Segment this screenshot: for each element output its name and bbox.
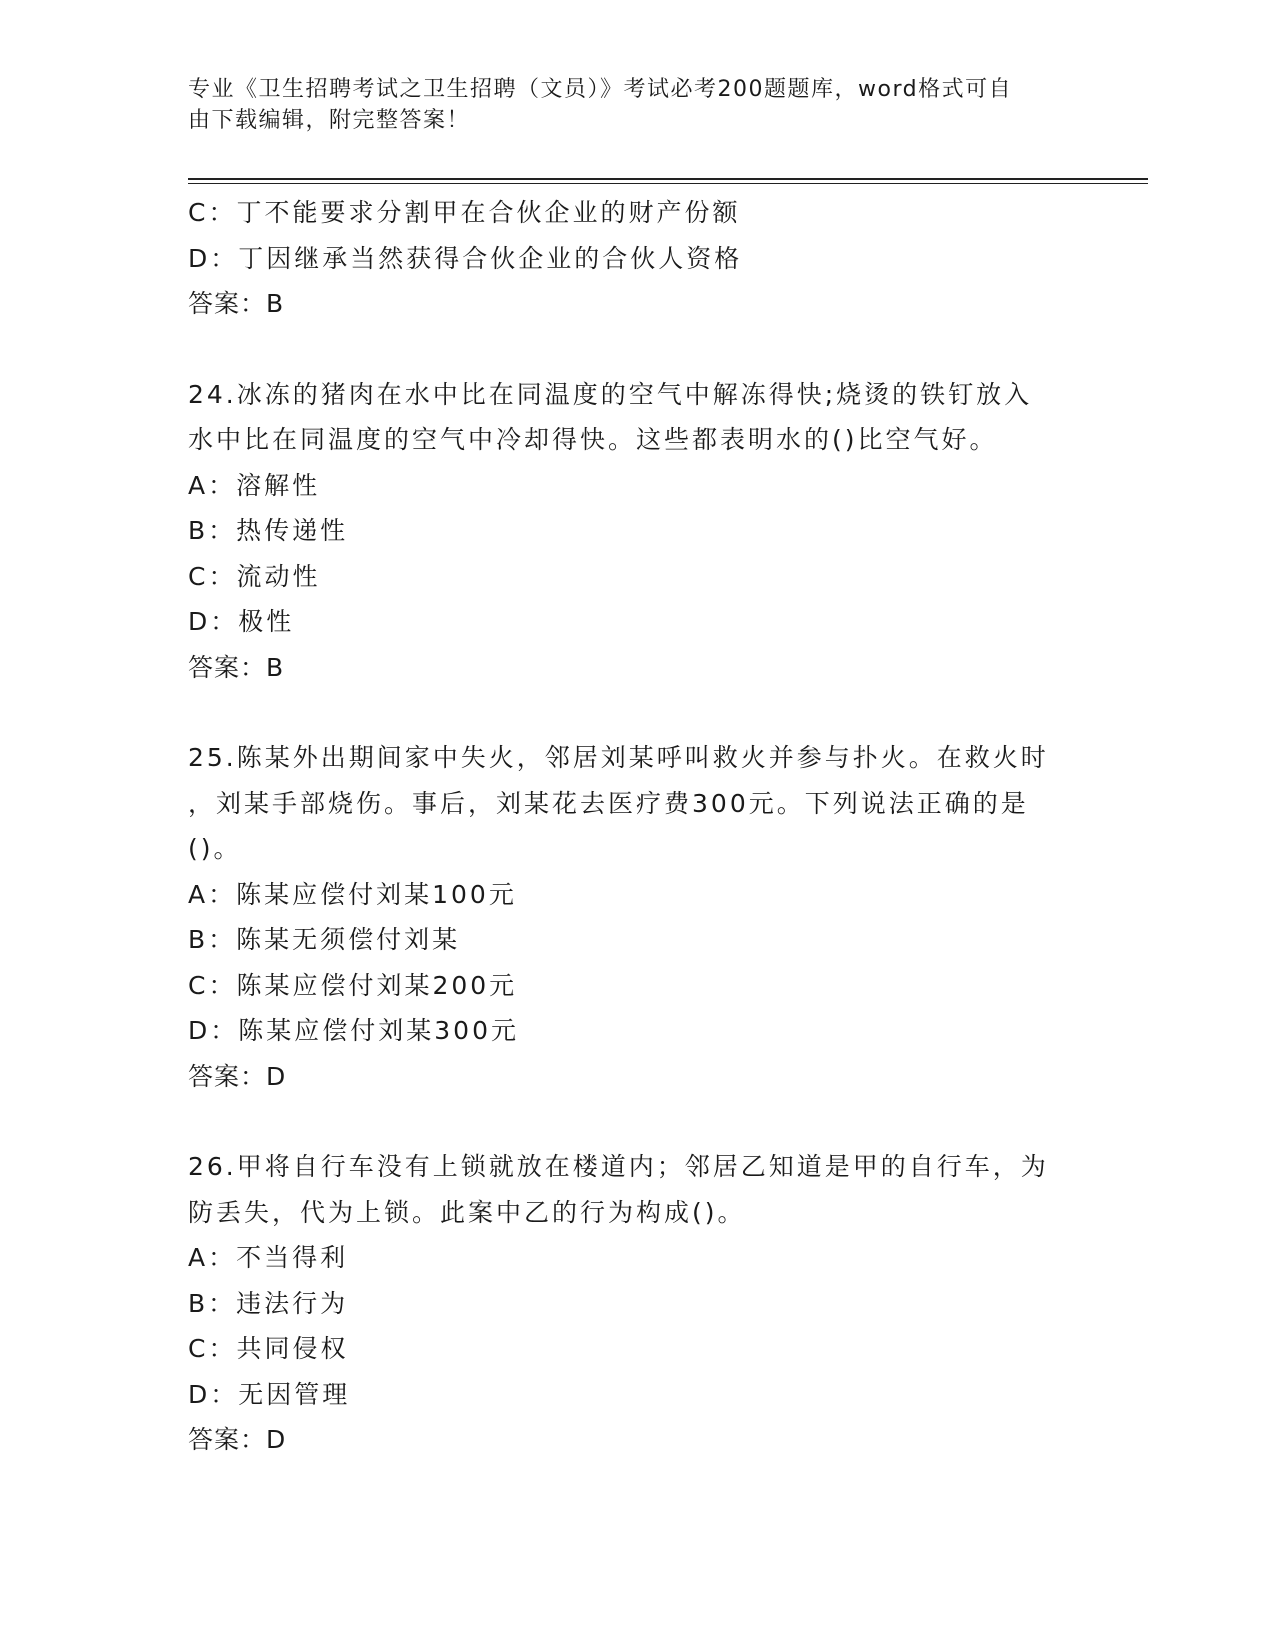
question-26 [188,1144,1088,1463]
header-line-1: 专业《卫生招聘考试之卫生招聘（文员）》考试必考200题题库，word格式可自 [188,77,1013,102]
option-d: D：极性 [188,607,295,636]
option-c: C：共同侵权 [188,1334,349,1363]
question-stem-line: ，刘某手部烧伤。事后，刘某花去医疗费300元。下列说法正确的是 [188,788,1029,818]
question-stem-line: ()。 [188,834,242,863]
header-divider-thick [188,178,1148,180]
question-stem-line: 26.甲将自行车没有上锁就放在楼道内；邻居乙知道是甲的自行车，为 [188,1152,1049,1181]
spacer [188,1099,1088,1144]
answer: 答案：B [188,652,285,682]
header-divider-thin [188,183,1148,184]
option-c: C：流动性 [188,561,321,591]
question-24 [188,372,1088,691]
question-stem-line: 25.陈某外出期间家中失火，邻居刘某呼叫救火并参与扑火。在救火时 [188,743,1049,772]
option-d: D：陈某应偿付刘某300元 [188,1016,519,1045]
spacer [188,690,1088,735]
question-list [188,190,1088,1463]
question-23-tail [188,190,1088,327]
option-b: B：陈某无须偿付刘某 [188,925,461,954]
option-b: B：违法行为 [188,1288,349,1318]
spacer [188,327,1088,372]
option-d: D：无因管理 [188,1379,351,1409]
question-stem-line: 水中比在同温度的空气中冷却得快。这些都表明水的()比空气好。 [188,425,998,454]
option-a: A：陈某应偿付刘某100元 [188,879,517,909]
option-b: B：热传递性 [188,516,349,545]
option-c: C：陈某应偿付刘某200元 [188,970,518,1000]
answer: 答案：D [188,1425,287,1454]
document-header [188,74,1068,136]
option-a: A：溶解性 [188,470,321,500]
option-d: D：丁因继承当然获得合伙企业的合伙人资格 [188,243,743,273]
question-stem-line: 防丢失，代为上锁。此案中乙的行为构成()。 [188,1197,746,1227]
answer: 答案：B [188,289,285,318]
question-stem-line: 24.冰冻的猪肉在水中比在同温度的空气中解冻得快;烧烫的铁钉放入 [188,379,1033,409]
header-line-2: 由下载编辑，附完整答案！ [188,108,471,133]
option-a: A：不当得利 [188,1243,349,1272]
option-c: C：丁不能要求分割甲在合伙企业的财产份额 [188,198,741,227]
question-25 [188,735,1088,1099]
answer: 答案：D [188,1061,287,1091]
